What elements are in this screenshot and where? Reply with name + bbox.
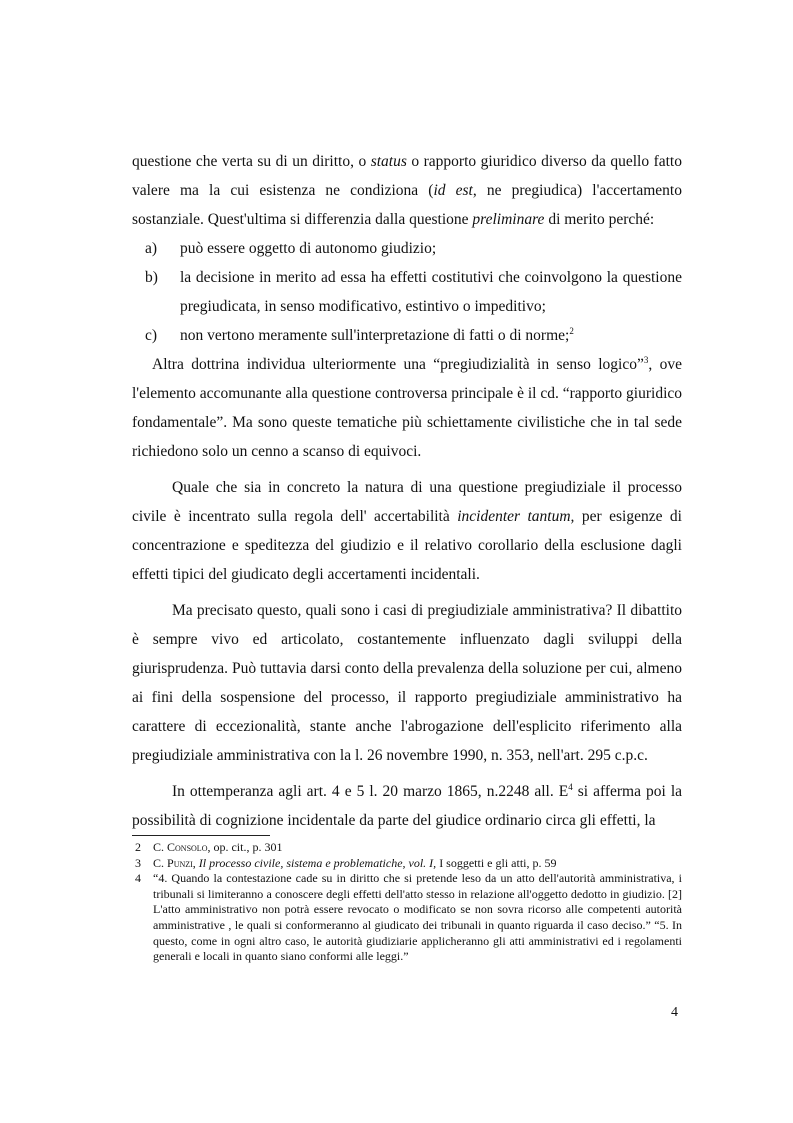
paragraph-3: Quale che sia in concreto la natura di una questione pregiudiziale il processo civile è incentrato sulla regola dell' accertabilità incidenter tantum, per esigenze di concentrazione e speditezza del giudizio e il relativo corollario della esclusione dagli effetti tipici del giudicato degli accertamenti incidentali. xyxy=(132,479,682,583)
main-text xyxy=(132,147,682,835)
paragraph-1: questione che verta su di un diritto, o status o rapporto giuridico diverso da quello fatto valere ma la cui esistenza ne condiziona (id est, ne pregiudica) l'accertamento sostanziale. Quest'ultima si differenzia dalla questione preliminare di merito perché: xyxy=(132,153,682,228)
paragraph-4: Ma precisato questo, quali sono i casi di pregiudiziale amministrativa? Il dibattito è sempre vivo ed articolato, costantemente influenzato dagli sviluppi della giurisprudenza. Può tuttavia darsi conto della prevalenza della soluzione per cui, almeno ai fini della sospensione del processo, il rapporto pregiudiziale amministrativo ha carattere di eccezionalità, stante anche l'abrogazione dell'esplicito riferimento alla pregiudiziale amministrativa con la l. 26 novembre 1990, n. 353, nell'art. 295 c.p.c. xyxy=(132,602,682,764)
list-item: b) la decisione in merito ad essa ha effetti costitutivi che coinvolgono la questione pregiudicata, in senso modificativo, estintivo o impeditivo; xyxy=(145,269,682,315)
footnote-ref[interactable]: 2 xyxy=(569,325,574,336)
footnote-3: 3 C. Punzi, Il processo civile, sistema e problematiche, vol. I, I soggetti e gli atti, p. 59 xyxy=(135,855,557,870)
footnote-2: 2 C. Consolo, op. cit., p. 301 xyxy=(135,840,283,854)
criteria-list xyxy=(132,234,682,350)
list-item: a) può essere oggetto di autonomo giudizio; xyxy=(145,240,437,257)
footnote-separator xyxy=(132,835,270,836)
page-number: 4 xyxy=(671,1005,678,1020)
paragraph-2: Altra dottrina individua ulteriormente una “pregiudizialità in senso logico”$^3$, ove l'elemento accomunante alla questione controversa principale è il cd. “rapporto giuridico fondamentale”. Ma sono queste tematiche più schiettamente civilistiche che in tal sede richiedono solo un cenno a scanso di equivoci. xyxy=(132,354,682,460)
footnote-ref[interactable]: 4 xyxy=(568,781,573,792)
footnote-ref[interactable]: 3 xyxy=(643,354,649,365)
footnotes xyxy=(132,840,682,965)
footnote-4: 4 “4. Quando la contestazione cade su in diritto che si pretende leso da un atto dell'autorità amministrativa, i tribunali si limiteranno a conoscere degli effetti dell'atto stesso in relazione all'oggetto dedotto in giudizio. [2] L'atto amministrativo non potrà essere revocato o modificato se non sovra ricorso alle competenti autorità amministrative , le quali si conformeranno al giudicato dei tribunali in quanto riguarda il caso deciso.” “5. In questo, come in ogni altro caso, le autorità giudiziarie applicheranno gli atti amministrativi ed i regolamenti generali e locali in quanto siano conformi alle leggi.” xyxy=(135,871,682,964)
paragraph-5: In ottemperanza agli art. 4 e 5 l. 20 marzo 1865, n.2248 all. $E^4$ si afferma poi la possibilità di cognizione incidentale da parte del giudice ordinario circa gli effetti, la xyxy=(132,781,683,829)
list-item: c) non vertono meramente sull'interpretazione di fatti o di norme;$^2$ xyxy=(145,325,574,344)
